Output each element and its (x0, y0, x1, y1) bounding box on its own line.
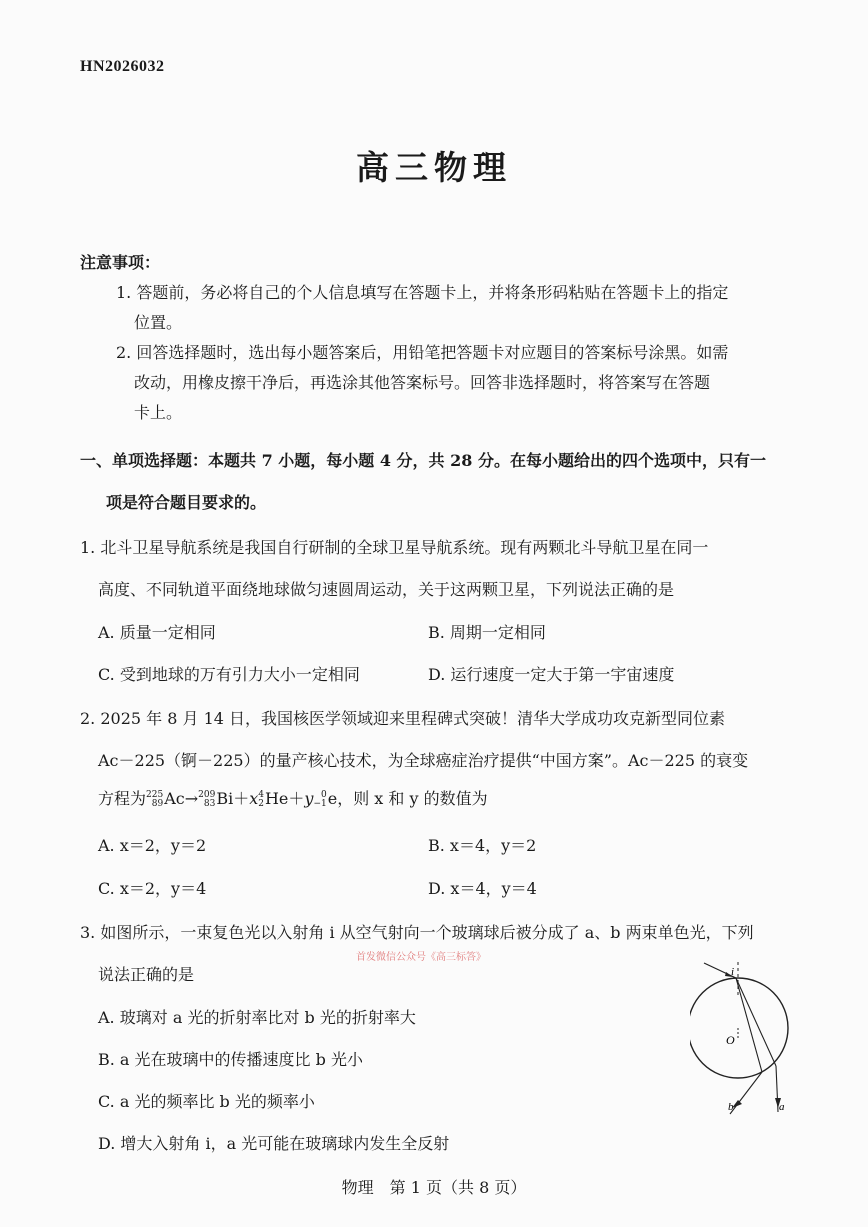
q1-option-d: D. 运行速度一定大于第一宇宙速度 (428, 665, 675, 684)
label-O: O (726, 1033, 735, 1047)
notice-line: 1. 答题前，务必将自己的个人信息填写在答题卡上，并将条形码粘贴在答题卡上的指定 (116, 283, 729, 302)
q1-option-a: A. 质量一定相同 (98, 623, 216, 642)
section-heading: 一、单项选择题：本题共 7 小题，每小题 4 分，共 28 分。在每小题给出的四个选项中，只有一 (80, 451, 766, 470)
question-3-stem: 说法正确的是 (98, 965, 195, 984)
glass-sphere (690, 978, 788, 1078)
q2-option-c: C. x＝2，y＝4 (98, 879, 207, 898)
question-2-stem: Ac－225（锕－225）的量产核心技术，为全球癌症治疗提供“中国方案”。Ac－225 的衰变 (98, 751, 749, 770)
question-1-stem: 1. 北斗卫星导航系统是我国自行研制的全球卫星导航系统。现有两颗北斗导航卫星在同一 (80, 538, 709, 557)
glass-sphere-figure (690, 958, 810, 1118)
decay-equation: 方程为225 89Ac→209 83Bi＋x4 2He＋y 0 −1e，则 x 和 y 的数值为 (98, 789, 488, 809)
question-3-stem: 3. 如图所示，一束复色光以入射角 i 从空气射向一个玻璃球后被分成了 a、b 两束单色光，下列 (80, 923, 754, 942)
question-2-stem: 2. 2025 年 8 月 14 日，我国核医学领域迎来里程碑式突破！清华大学成功攻克新型同位素 (80, 709, 726, 728)
notice-heading: 注意事项： (80, 253, 161, 272)
q1-option-b: B. 周期一定相同 (428, 623, 546, 642)
page-footer: 物理 第 1 页（共 8 页） (341, 1178, 527, 1197)
label-b: b (728, 1101, 734, 1113)
q3-option-c: C. a 光的频率比 b 光的频率小 (98, 1092, 315, 1111)
notice-line: 卡上。 (134, 403, 183, 422)
page-title: 高三物理 (356, 148, 512, 187)
q3-option-b: B. a 光在玻璃中的传播速度比 b 光小 (98, 1050, 363, 1069)
q2-option-b: B. x＝4，y＝2 (428, 836, 537, 855)
exam-code: HN2026032 (80, 58, 165, 75)
watermark: 首发微信公众号《高三标答》 (356, 952, 486, 963)
notice-line: 改动，用橡皮擦干净后，再选涂其他答案标号。回答非选择题时，将答案写在答题 (134, 373, 711, 392)
ray-a-inside (736, 978, 776, 1066)
notice-line: 2. 回答选择题时，选出每小题答案后，用铅笔把答题卡对应题目的答案标号涂黑。如需 (116, 343, 729, 362)
section-heading-cont: 项是符合题目要求的。 (106, 493, 267, 512)
label-i: i (731, 966, 735, 978)
arrowhead-icon (732, 1100, 742, 1108)
q1-option-c: C. 受到地球的万有引力大小一定相同 (98, 665, 360, 684)
ray-b-inside (736, 978, 762, 1072)
q2-option-d: D. x＝4，y＝4 (428, 879, 537, 898)
q2-option-a: A. x＝2，y＝2 (98, 836, 207, 855)
notice-line: 位置。 (134, 313, 183, 332)
q3-option-a: A. 玻璃对 a 光的折射率比对 b 光的折射率大 (98, 1008, 416, 1027)
label-a: a (779, 1101, 785, 1113)
q3-option-d: D. 增大入射角 i，a 光可能在玻璃球内发生全反射 (98, 1134, 450, 1153)
question-1-stem: 高度、不同轨道平面绕地球做匀速圆周运动，关于这两颗卫星，下列说法正确的是 (98, 580, 675, 599)
